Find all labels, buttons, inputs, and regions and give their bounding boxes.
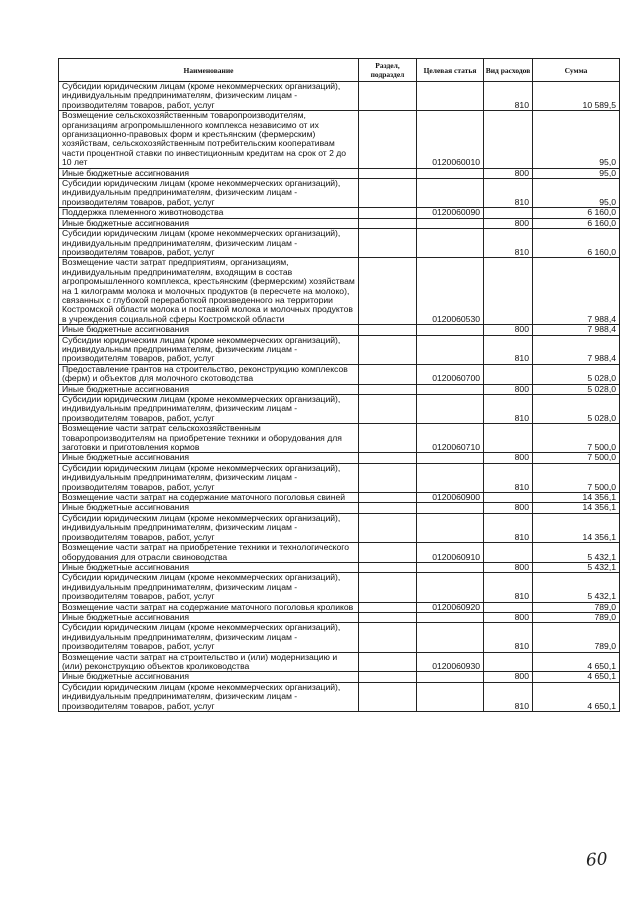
cell-target: 0120060530: [417, 258, 484, 325]
cell-target: [417, 179, 484, 208]
table-row: [59, 612, 620, 622]
cell-sum: 7 500,0: [533, 424, 620, 453]
cell-expense: 810: [484, 395, 533, 424]
cell-section: [359, 573, 417, 602]
cell-sum: 14 356,1: [533, 513, 620, 542]
cell-target: [417, 168, 484, 178]
cell-name: Субсидии юридическим лицам (кроме некоммерческих организаций), индивидуальным предпринимателям, физическим лицам - производителям товаров, работ, услуг: [59, 179, 359, 208]
cell-name: Иные бюджетные ассигнования: [59, 325, 359, 335]
table-row: [59, 179, 620, 208]
cell-expense: 800: [484, 384, 533, 394]
cell-name: Поддержка племенного животноводства: [59, 208, 359, 218]
cell-expense: 810: [484, 573, 533, 602]
cell-sum: 14 356,1: [533, 493, 620, 503]
cell-expense: [484, 652, 533, 672]
cell-section: [359, 335, 417, 364]
cell-sum: 5 028,0: [533, 395, 620, 424]
cell-sum: 10 589,5: [533, 82, 620, 111]
cell-expense: 800: [484, 325, 533, 335]
cell-sum: 6 160,0: [533, 218, 620, 228]
table-header-row: [59, 59, 620, 82]
cell-target: [417, 513, 484, 542]
cell-target: 0120060900: [417, 493, 484, 503]
cell-target: [417, 218, 484, 228]
table-row: [59, 168, 620, 178]
table-row: [59, 503, 620, 513]
cell-target: [417, 384, 484, 394]
cell-name: Иные бюджетные ассигнования: [59, 453, 359, 463]
header-target: Целевая статья: [417, 59, 484, 82]
cell-sum: 5 028,0: [533, 384, 620, 394]
cell-target: [417, 395, 484, 424]
cell-sum: 4 650,1: [533, 682, 620, 711]
cell-expense: 810: [484, 179, 533, 208]
cell-name: Иные бюджетные ассигнования: [59, 562, 359, 572]
table-row: [59, 82, 620, 111]
cell-sum: 7 500,0: [533, 463, 620, 492]
cell-section: [359, 384, 417, 394]
cell-sum: 7 988,4: [533, 325, 620, 335]
cell-section: [359, 513, 417, 542]
cell-name: Возмещение части затрат на строительство и (или) модернизацию и (или) реконструкцию объектов кролиководства: [59, 652, 359, 672]
cell-section: [359, 364, 417, 384]
cell-section: [359, 168, 417, 178]
cell-target: [417, 573, 484, 602]
table-row: [59, 208, 620, 218]
cell-name: Субсидии юридическим лицам (кроме некоммерческих организаций), индивидуальным предпринимателям, физическим лицам - производителям товаров, работ, услуг: [59, 463, 359, 492]
table-row: [59, 573, 620, 602]
cell-sum: 5 432,1: [533, 543, 620, 563]
cell-expense: 810: [484, 82, 533, 111]
cell-sum: 14 356,1: [533, 503, 620, 513]
cell-target: [417, 503, 484, 513]
table-row: [59, 384, 620, 394]
cell-target: [417, 463, 484, 492]
cell-section: [359, 612, 417, 622]
table-row: [59, 364, 620, 384]
cell-section: [359, 672, 417, 682]
table-row: [59, 335, 620, 364]
table-row: [59, 424, 620, 453]
table-row: [59, 543, 620, 563]
cell-expense: [484, 364, 533, 384]
cell-name: Возмещение части затрат сельскохозяйственным товаропроизводителям на приобретение техники и оборудования для заготовки и приготовления кормов: [59, 424, 359, 453]
cell-section: [359, 562, 417, 572]
cell-target: [417, 453, 484, 463]
table-row: [59, 258, 620, 325]
cell-target: 0120060090: [417, 208, 484, 218]
cell-expense: [484, 424, 533, 453]
table-row: [59, 652, 620, 672]
cell-target: [417, 82, 484, 111]
cell-expense: 800: [484, 612, 533, 622]
cell-name: Субсидии юридическим лицам (кроме некоммерческих организаций), индивидуальным предпринимателям, физическим лицам - производителям товаров, работ, услуг: [59, 335, 359, 364]
cell-section: [359, 424, 417, 453]
cell-name: Возмещение части затрат предприятиям, организациям, индивидуальным предпринимателям, входящим в состав агропромышленного комплекса, крестьянским (фермерским) хозяйствам на 1 килограмм молока и молочных продуктов (в пересчете на молоко), связанных с глубокой переработкой произведенного на территории Костромской области молока и поставкой молока и молочных продуктов в учреждения социальной сферы Костромской области: [59, 258, 359, 325]
cell-target: [417, 229, 484, 258]
cell-section: [359, 229, 417, 258]
cell-name: Иные бюджетные ассигнования: [59, 612, 359, 622]
cell-sum: 789,0: [533, 602, 620, 612]
cell-expense: 800: [484, 168, 533, 178]
table-row: [59, 602, 620, 612]
header-expense: Вид расходов: [484, 59, 533, 82]
cell-sum: 4 650,1: [533, 652, 620, 672]
cell-name: Субсидии юридическим лицам (кроме некоммерческих организаций), индивидуальным предпринимателям, физическим лицам - производителям товаров, работ, услуг: [59, 395, 359, 424]
cell-sum: 789,0: [533, 623, 620, 652]
table-body: [59, 82, 620, 712]
cell-sum: 789,0: [533, 612, 620, 622]
cell-expense: 810: [484, 513, 533, 542]
cell-name: Субсидии юридическим лицам (кроме некоммерческих организаций), индивидуальным предпринимателям, физическим лицам - производителям товаров, работ, услуг: [59, 682, 359, 711]
cell-name: Субсидии юридическим лицам (кроме некоммерческих организаций), индивидуальным предпринимателям, физическим лицам - производителям товаров, работ, услуг: [59, 623, 359, 652]
table-row: [59, 493, 620, 503]
cell-target: 0120060700: [417, 364, 484, 384]
cell-expense: 800: [484, 503, 533, 513]
cell-expense: [484, 602, 533, 612]
table-row: [59, 229, 620, 258]
cell-target: [417, 682, 484, 711]
cell-expense: 810: [484, 335, 533, 364]
cell-name: Возмещение части затрат на приобретение техники и технологического оборудования для отрасли свиноводства: [59, 543, 359, 563]
cell-sum: 5 432,1: [533, 573, 620, 602]
table-row: [59, 623, 620, 652]
table-row: [59, 395, 620, 424]
cell-sum: 95,0: [533, 168, 620, 178]
cell-target: [417, 562, 484, 572]
cell-target: [417, 612, 484, 622]
cell-sum: 7 988,4: [533, 335, 620, 364]
cell-sum: 4 650,1: [533, 672, 620, 682]
table-row: [59, 111, 620, 168]
table-row: [59, 562, 620, 572]
cell-section: [359, 208, 417, 218]
table-row: [59, 672, 620, 682]
cell-name: Возмещение части затрат на содержание маточного поголовья кроликов: [59, 602, 359, 612]
cell-expense: [484, 258, 533, 325]
cell-sum: 7 500,0: [533, 453, 620, 463]
cell-section: [359, 463, 417, 492]
cell-section: [359, 493, 417, 503]
cell-section: [359, 179, 417, 208]
header-section: Раздел, подраздел: [359, 59, 417, 82]
cell-section: [359, 503, 417, 513]
cell-target: [417, 325, 484, 335]
budget-table: [58, 58, 620, 712]
cell-sum: 6 160,0: [533, 229, 620, 258]
cell-section: [359, 623, 417, 652]
cell-target: [417, 623, 484, 652]
table-row: [59, 682, 620, 711]
cell-sum: 95,0: [533, 111, 620, 168]
cell-expense: [484, 111, 533, 168]
cell-expense: 800: [484, 218, 533, 228]
cell-section: [359, 395, 417, 424]
cell-section: [359, 602, 417, 612]
header-name: Наименование: [59, 59, 359, 82]
cell-name: Субсидии юридическим лицам (кроме некоммерческих организаций), индивидуальным предпринимателям, физическим лицам - производителям товаров, работ, услуг: [59, 82, 359, 111]
cell-target: 0120060910: [417, 543, 484, 563]
cell-name: Предоставление грантов на строительство, реконструкцию комплексов (ферм) и объектов для молочного скотоводства: [59, 364, 359, 384]
cell-expense: 800: [484, 562, 533, 572]
cell-name: Субсидии юридическим лицам (кроме некоммерческих организаций), индивидуальным предпринимателям, физическим лицам - производителям товаров, работ, услуг: [59, 573, 359, 602]
cell-section: [359, 543, 417, 563]
cell-name: Иные бюджетные ассигнования: [59, 384, 359, 394]
cell-section: [359, 111, 417, 168]
cell-name: Субсидии юридическим лицам (кроме некоммерческих организаций), индивидуальным предпринимателям, физическим лицам - производителям товаров, работ, услуг: [59, 229, 359, 258]
cell-section: [359, 453, 417, 463]
cell-section: [359, 682, 417, 711]
cell-expense: 810: [484, 463, 533, 492]
cell-section: [359, 325, 417, 335]
cell-section: [359, 82, 417, 111]
cell-expense: 810: [484, 623, 533, 652]
cell-name: Иные бюджетные ассигнования: [59, 168, 359, 178]
cell-target: 0120060010: [417, 111, 484, 168]
table-row: [59, 463, 620, 492]
cell-section: [359, 652, 417, 672]
table-row: [59, 513, 620, 542]
cell-name: Возмещение части затрат на содержание маточного поголовья свиней: [59, 493, 359, 503]
cell-name: Субсидии юридическим лицам (кроме некоммерческих организаций), индивидуальным предпринимателям, физическим лицам - производителям товаров, работ, услуг: [59, 513, 359, 542]
cell-name: Возмещение сельскохозяйственным товаропроизводителям, организациям агропромышленного комплекса независимо от их организационно-правовых форм и крестьянским (фермерским) хозяйствам, сельскохозяйственным потребительским кооперативам части процентной ставки по инвестиционным кредитам на срок от 2 до 10 лет: [59, 111, 359, 168]
cell-target: [417, 672, 484, 682]
cell-name: Иные бюджетные ассигнования: [59, 503, 359, 513]
cell-sum: 7 988,4: [533, 258, 620, 325]
cell-target: 0120060920: [417, 602, 484, 612]
cell-expense: 800: [484, 672, 533, 682]
cell-name: Иные бюджетные ассигнования: [59, 218, 359, 228]
cell-section: [359, 218, 417, 228]
cell-expense: 810: [484, 682, 533, 711]
cell-target: 0120060710: [417, 424, 484, 453]
table-row: [59, 218, 620, 228]
header-sum: Сумма: [533, 59, 620, 82]
cell-target: [417, 335, 484, 364]
cell-expense: 800: [484, 453, 533, 463]
cell-expense: 810: [484, 229, 533, 258]
cell-section: [359, 258, 417, 325]
table-row: [59, 325, 620, 335]
cell-sum: 95,0: [533, 179, 620, 208]
cell-sum: 5 028,0: [533, 364, 620, 384]
table-row: [59, 453, 620, 463]
cell-sum: 5 432,1: [533, 562, 620, 572]
cell-expense: [484, 543, 533, 563]
cell-expense: [484, 208, 533, 218]
cell-sum: 6 160,0: [533, 208, 620, 218]
cell-expense: [484, 493, 533, 503]
cell-target: 0120060930: [417, 652, 484, 672]
cell-name: Иные бюджетные ассигнования: [59, 672, 359, 682]
page-number: 60: [585, 849, 609, 871]
